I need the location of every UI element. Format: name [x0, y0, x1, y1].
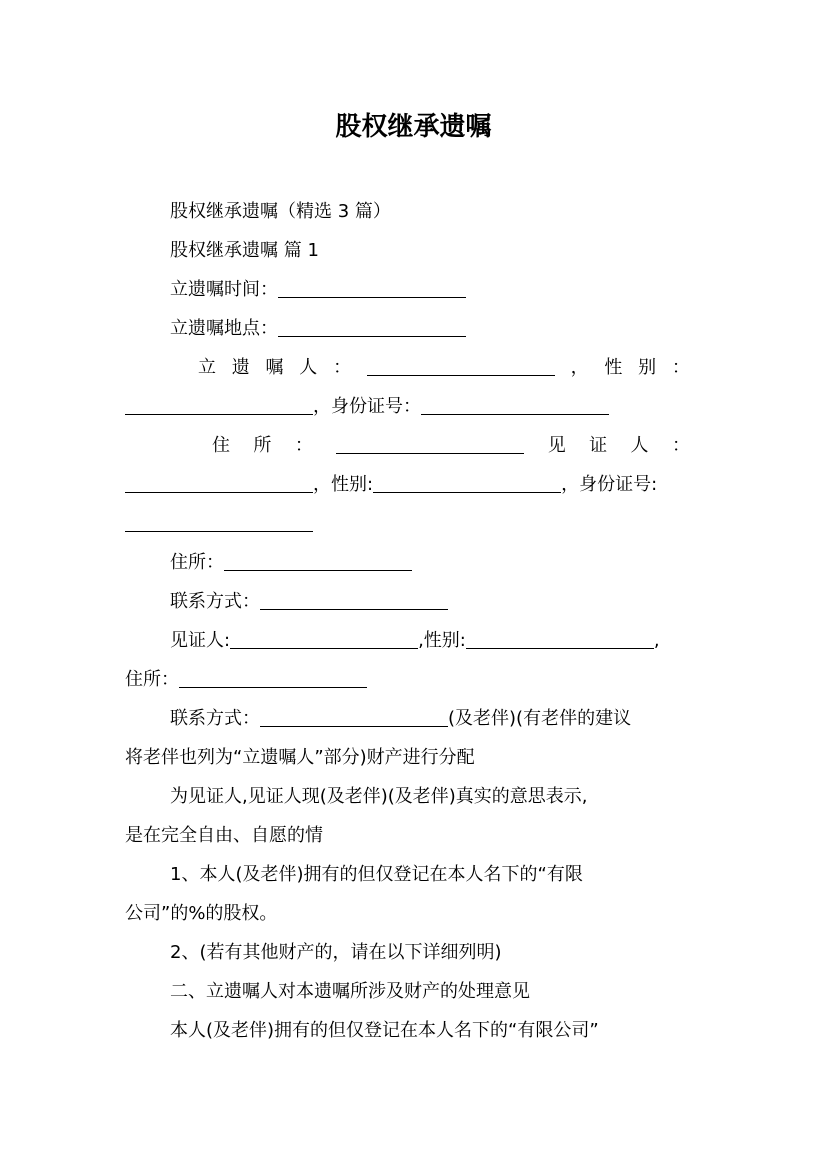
- label: 住所：: [125, 669, 179, 690]
- paragraph-line: 将老伴也列为“立遗嘱人”部分)财产进行分配: [125, 747, 475, 768]
- label: 见证人:: [170, 630, 231, 651]
- char: 所: [253, 435, 272, 456]
- char: 嘱: [265, 357, 284, 378]
- blank-field: [373, 472, 561, 493]
- id-line: [125, 394, 700, 420]
- blank-field: [278, 277, 466, 298]
- char: ：: [333, 357, 352, 378]
- blank-field: [336, 433, 524, 454]
- testator-line: [198, 355, 690, 381]
- label: (及老伴)(有老伴的建议: [448, 708, 632, 729]
- subtitle: 股权继承遗嘱（精选 3 篇）: [170, 201, 391, 222]
- paragraph-line: 本人(及老伴)拥有的但仅登记在本人名下的“有限公司”: [170, 1020, 599, 1041]
- will-time-line: [170, 277, 700, 303]
- address2-line: [125, 667, 700, 693]
- will-place-line: [170, 316, 700, 342]
- char: 证: [589, 435, 608, 456]
- paragraph-line: 是在完全自由、自愿的情: [125, 825, 323, 846]
- label: ,: [653, 630, 660, 651]
- blank-field: [421, 394, 609, 415]
- char: 住: [212, 435, 230, 456]
- label: 联系方式：: [170, 708, 260, 729]
- char: ，: [570, 357, 589, 378]
- paragraph-line: 1、本人(及老伴)拥有的但仅登记在本人名下的“有限: [170, 864, 583, 885]
- paragraph-line: 2、(若有其他财产的，请在以下详细列明): [170, 942, 502, 963]
- document-title: 股权继承遗嘱: [335, 112, 492, 142]
- blank-field: [278, 316, 466, 337]
- char: 人: [630, 435, 649, 456]
- blank-field: [230, 628, 418, 649]
- char: 立: [198, 357, 216, 378]
- blank-field: [260, 589, 448, 610]
- contact-line: [170, 589, 700, 615]
- blank-field: [224, 550, 412, 571]
- address-witness-line: [212, 433, 690, 459]
- section-heading-2: 二、立遗嘱人对本遗嘱所涉及财产的处理意见: [170, 981, 530, 1002]
- char: 别: [638, 357, 657, 378]
- char: ：: [671, 357, 690, 378]
- blank-field: [367, 355, 555, 376]
- paragraph-line: 公司”的%的股权。: [125, 903, 278, 924]
- label: ，身份证号:: [561, 474, 658, 495]
- char: 遗: [231, 357, 250, 378]
- label: ，身份证号：: [313, 396, 421, 417]
- blank-field: [466, 628, 654, 649]
- char: ：: [671, 435, 690, 456]
- label: 立遗嘱地点：: [170, 318, 278, 339]
- blank-field: [179, 667, 367, 688]
- contact2-line: [170, 706, 700, 732]
- char: 性: [604, 357, 623, 378]
- char: 人: [299, 357, 318, 378]
- label: ,性别:: [418, 630, 466, 651]
- blank-field: [125, 511, 313, 532]
- label: 住所：: [170, 552, 224, 573]
- witness2-line: [170, 628, 700, 654]
- address-line: [170, 550, 700, 576]
- blank-field: [125, 472, 313, 493]
- label: 联系方式：: [170, 591, 260, 612]
- blank-field: [125, 394, 313, 415]
- blank-field: [260, 706, 448, 727]
- witness-detail-line: [125, 472, 700, 498]
- label: 立遗嘱时间：: [170, 279, 278, 300]
- char: 见: [547, 435, 566, 456]
- char: ：: [294, 435, 313, 456]
- section-heading: 股权继承遗嘱 篇 1: [170, 240, 319, 261]
- blank-line: [125, 511, 700, 537]
- label: ，性别:: [313, 474, 374, 495]
- paragraph-line: 为见证人,见证人现(及老伴)(及老伴)真实的意思表示,: [170, 786, 588, 807]
